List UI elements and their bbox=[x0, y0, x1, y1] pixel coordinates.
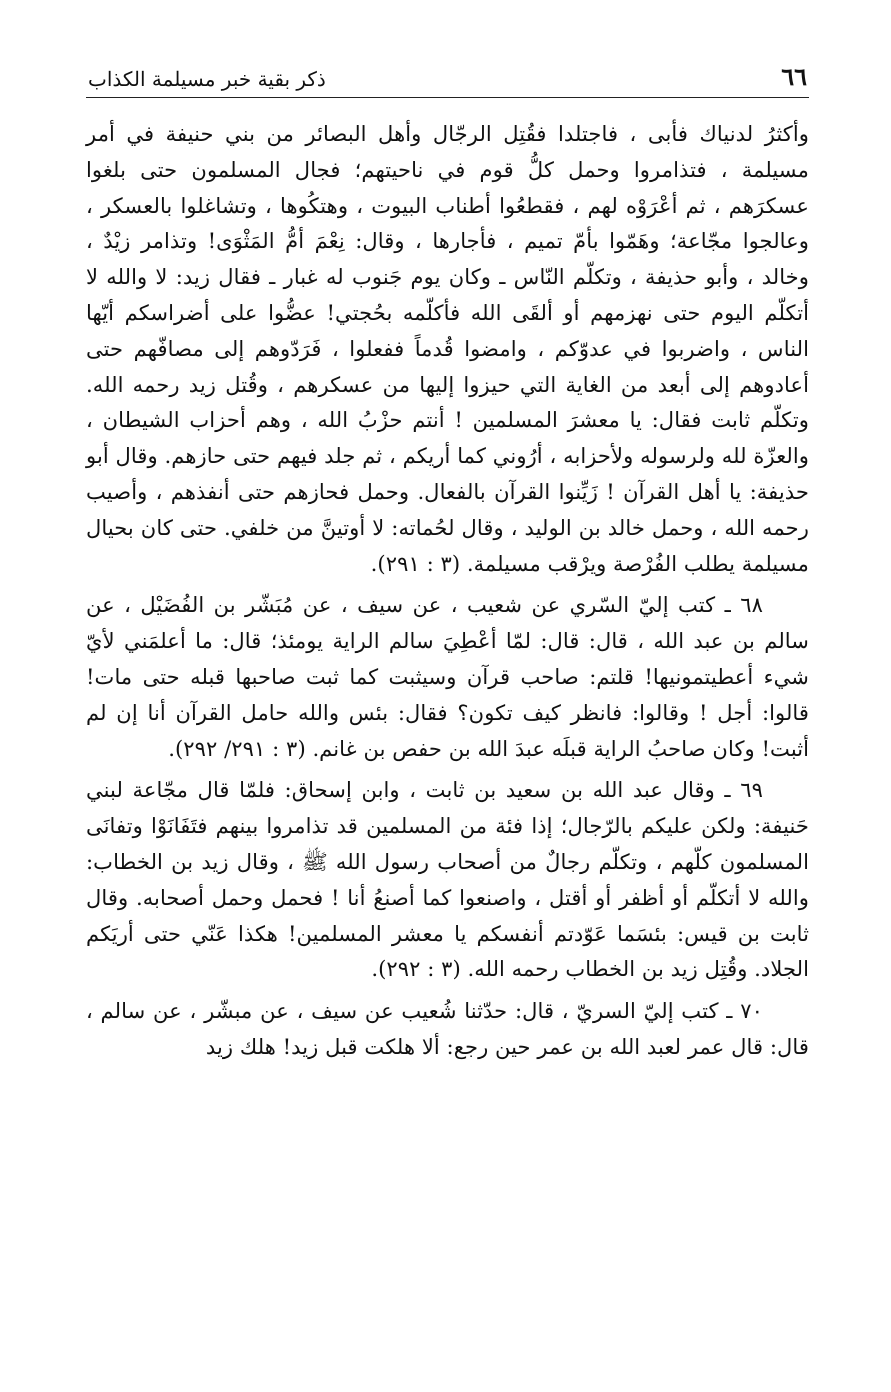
running-title: ذكر بقية خبر مسيلمة الكذاب bbox=[88, 67, 326, 91]
paragraph-69: ٦٩ ـ وقال عبد الله بن سعيد بن ثابت ، وابن إسحاق: فلمّا قال مجّاعة لبني حَنيفة: ولكن عليكم بالرّجال؛ إذا فئة من المسلمين قد تذامروا بينهم فتَفَانَوْا وتفانَى المسلمون كلّهم ، وتكلّم رجالٌ من أصحاب رسول الله ﷺ ، وقال زيد بن الخطاب: والله لا أتكلّم أو أظفر أو أقتل ، واصنعوا كما أصنعُ أنا ! فحمل وحمل أصحابه. وقال ثابت بن قيس: بئسَما عَوّدتم أنفسكم يا معشر المسلمين! هكذا عَنّي حتى أريَكم الجلاد. وقُتِل زيد بن الخطاب رحمه الله. (٣ : ٢٩٢). bbox=[86, 777, 809, 982]
paragraph-70: ٧٠ ـ كتب إليّ السريّ ، قال: حدّثنا شُعيب عن سيف ، عن مبشّر ، عن سالم ، قال: قال عمر لعبد الله بن عمر حين رجع: ألا هلكت قبل زيد! هلك زيد bbox=[86, 998, 809, 1059]
page-header bbox=[86, 62, 809, 98]
page-number: ٦٦ bbox=[781, 62, 807, 91]
paragraph-68: ٦٨ ـ كتب إليّ السّري عن شعيب ، عن سيف ، عن مُبَشّر بن الفُضَيْل ، عن سالم بن عبد الله ، قال: قال: لمّا أعْطِيَ سالم الراية يومئذ؛ قال: ما أعلمَني لأيّ شيء أعطيتمونيها! قلتم: صاحب قرآن وسيثبت كما ثبت صاحبها قبله حتى مات! قالوا: أجل ! وقالوا: فانظر كيف تكون؟ فقال: بئس والله حامل القرآن أنا إن لم أثبت! وكان صاحبُ الراية قبلَه عبدَ الله بن حفص بن غانم. (٣ : ٢٩١/ ٢٩٢). bbox=[86, 592, 809, 761]
paragraph-continuation: وأكثرُ لدنياك فأبى ، فاجتلدا فقُتِل الرجّال وأهل البصائر من بني حنيفة في أمر مسيلمة ، فتذامروا وحمل كلُّ قوم في ناحيتهم؛ فجال المسلمون حتى بلغوا عسكرَهم ، ثم أعْرَوْه لهم ، فقطعُوا أطناب البيوت ، وهتكُوها ، وتشاغلوا بالعسكر ، وعالجوا مجّاعة؛ وهَمّوا بأمّ تميم ، فأجارها ، وقال: نِعْمَ أمُّ المَثْوَى! وتذامر زيْدٌ ، وخالد ، وأبو حذيفة ، وتكلّم النّاس ـ وكان يوم جَنوب له غبار ـ فقال زيد: لا والله لا أتكلّم اليوم حتى نهزمهم أو ألقَى الله فأكلّمه بحُجتي! عضُّوا على أضراسكم أيّها الناس ، واضربوا في عدوّكم ، وامضوا قُدماً ففعلوا ، فَرَدّوهم إلى مصافّهم حتى أعادوهم إلى أبعد من الغاية التي حيزوا إليها من عسكرهم ، وقُتل زيد رحمه الله. وتكلّم ثابت فقال: يا معشرَ المسلمين ! أنتم حزْبُ الله ، وهم أحزاب الشيطان ، والعزّة لله ولرسوله ولأحزابه ، أرُوني كما أريكم ، ثم جلد فيهم حتى حازهم. وقال أبو حذيفة: يا أهل القرآن ! زَيِّنوا القرآن بالفعال. وحمل فحازهم حتى أنفذهم ، وأصيب رحمه الله ، وحمل خالد بن الوليد ، وقال لحُماته: لا أوتينَّ من خلفي. حتى كان بحيال مسيلمة يطلب الفُرْصة ويرْقب مسيلمة. (٣ : ٢٩١). bbox=[86, 121, 809, 576]
